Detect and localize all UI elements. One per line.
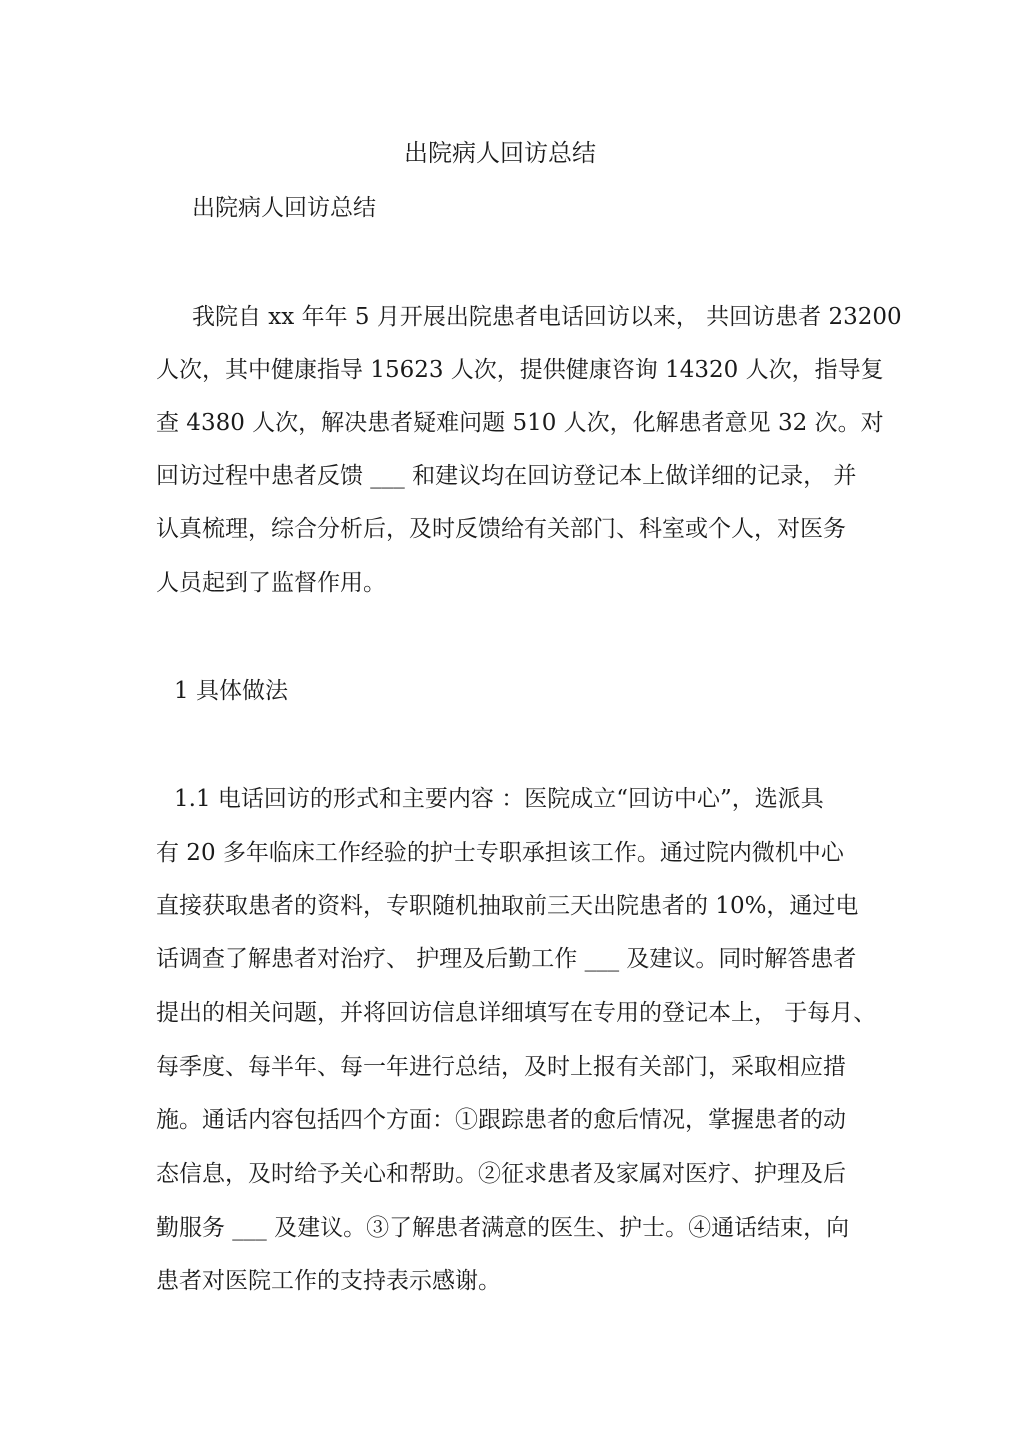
paragraph-line: 人员起到了监督作用。 bbox=[156, 570, 386, 596]
paragraph-line: 勤服务 ___ 及建议。③了解患者满意的医生、护士。④通话结束，向 bbox=[156, 1215, 850, 1241]
paragraph-line: 话调查了解患者对治疗、 护理及后勤工作 ___ 及建议。同时解答患者 bbox=[156, 946, 857, 972]
paragraph-line: 我院自 xx 年年 5 月开展出院患者电话回访以来， 共回访患者 23200 bbox=[192, 304, 902, 330]
paragraph-line: 直接获取患者的资料，专职随机抽取前三天出院患者的 10%，通过电 bbox=[156, 893, 859, 919]
document-subtitle: 出院病人回访总结 bbox=[192, 195, 376, 221]
paragraph-line: 人次，其中健康指导 15623 人次，提供健康咨询 14320 人次，指导复 bbox=[156, 357, 884, 383]
paragraph-line: 态信息，及时给予关心和帮助。②征求患者及家属对医疗、护理及后 bbox=[156, 1161, 846, 1187]
section-heading: 1 具体做法 bbox=[174, 678, 288, 704]
paragraph-line: 有 20 多年临床工作经验的护士专职承担该工作。通过院内微机中心 bbox=[156, 840, 844, 866]
paragraph-line: 每季度、每半年、每一年进行总结，及时上报有关部门，采取相应措 bbox=[156, 1054, 846, 1080]
paragraph-line: 查 4380 人次，解决患者疑难问题 510 人次，化解患者意见 32 次。对 bbox=[156, 410, 884, 436]
paragraph-line: 回访过程中患者反馈 ___ 和建议均在回访登记本上做详细的记录， 并 bbox=[156, 463, 857, 489]
paragraph-line: 1.1 电话回访的形式和主要内容 ：医院成立“回访中心”，选派具 bbox=[174, 786, 824, 812]
paragraph-line: 患者对医院工作的支持表示感谢。 bbox=[156, 1268, 501, 1294]
document-title: 出院病人回访总结 bbox=[404, 139, 596, 167]
paragraph-line: 认真梳理，综合分析后，及时反馈给有关部门、科室或个人，对医务 bbox=[156, 516, 846, 542]
paragraph-line: 施。通话内容包括四个方面：①跟踪患者的愈后情况，掌握患者的动 bbox=[156, 1107, 846, 1133]
paragraph-line: 提出的相关问题，并将回访信息详细填写在专用的登记本上， 于每月、 bbox=[156, 1000, 877, 1026]
